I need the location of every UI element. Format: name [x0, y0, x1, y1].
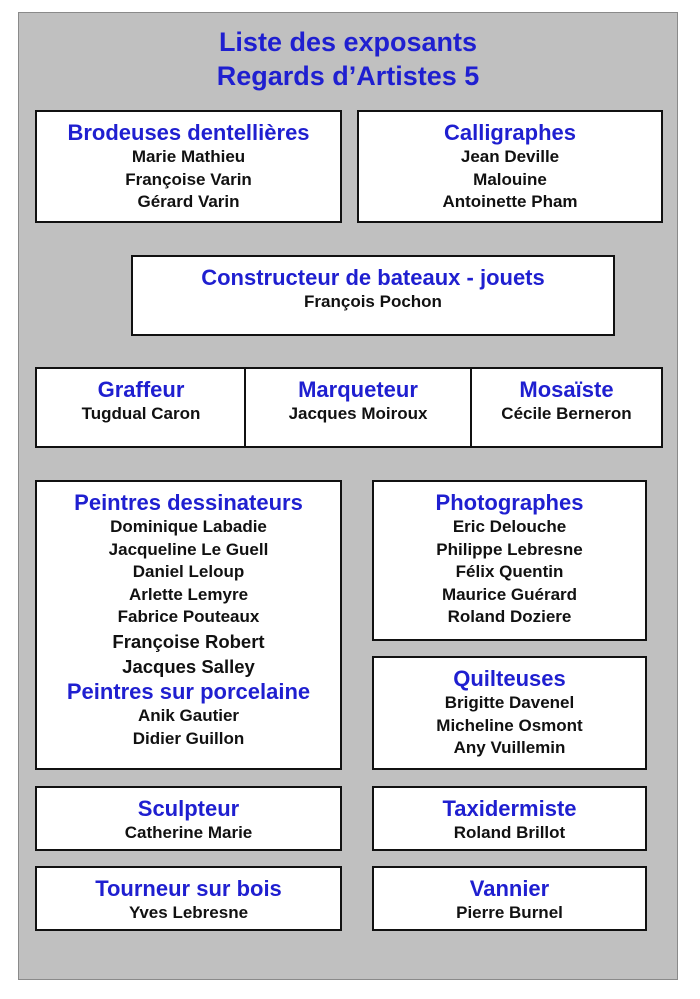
constructeur-box — [131, 255, 615, 336]
peintres-porcelaine-heading: Peintres sur porcelaine — [66, 678, 311, 704]
graffeur-marqueteur-mosaiste-box — [35, 367, 663, 448]
exhibitor-name: Félix Quentin — [455, 562, 564, 582]
exhibitor-name: Arlette Lemyre — [128, 584, 249, 604]
exhibitor-name: Roland Doziere — [447, 607, 572, 627]
quilteuses-heading: Quilteuses — [453, 666, 566, 691]
exhibitor-name: Roland Brillot — [453, 823, 566, 842]
exhibitor-name: Jean Deville — [460, 147, 560, 166]
sculpteur-heading: Sculpteur — [137, 796, 240, 821]
exhibitor-name: Marie Mathieu — [131, 147, 246, 166]
photographes-heading: Photographes — [435, 490, 584, 515]
exhibitor-name: Daniel Leloup — [132, 562, 245, 582]
vannier-heading: Vannier — [469, 876, 550, 901]
exhibitor-name: Dominique Labadie — [110, 517, 267, 536]
tourneur-heading: Tourneur sur bois — [95, 876, 282, 901]
mosaiste-cell — [472, 369, 661, 446]
exhibitor-name: Brigitte Davenel — [444, 693, 575, 712]
exhibitor-name: Any Vuillemin — [453, 738, 566, 758]
exhibitor-name: Jacques Moiroux — [288, 404, 428, 423]
brodeuses-box — [35, 110, 342, 223]
exhibitor-name: Anik Gautier — [137, 705, 240, 725]
exhibitor-name: Françoise Robert — [112, 630, 265, 652]
exhibitor-name: Maurice Guérard — [441, 584, 578, 604]
exhibitor-name: Fabrice Pouteaux — [117, 607, 260, 627]
photographes-box — [372, 480, 647, 641]
exhibitor-name: Jacques Salley — [122, 655, 255, 677]
marqueteur-cell — [246, 369, 470, 446]
calligraphes-heading: Calligraphes — [443, 120, 577, 145]
page-title: Liste des exposants — [218, 27, 478, 57]
graffeur-cell — [37, 369, 245, 446]
exhibitor-name: Cécile Berneron — [501, 404, 632, 423]
calligraphes-box — [357, 110, 663, 223]
exhibitor-name: Françoise Varin — [125, 169, 252, 189]
taxidermiste-heading: Taxidermiste — [442, 796, 577, 821]
constructeur-heading: Constructeur de bateaux - jouets — [201, 265, 545, 290]
exhibitor-name: Tugdual Caron — [81, 404, 201, 423]
exhibitor-name: Yves Lebresne — [128, 903, 249, 922]
vannier-box — [372, 866, 647, 931]
taxidermiste-box — [372, 786, 647, 851]
peintres-box — [35, 480, 342, 770]
exhibitor-name: Micheline Osmont — [436, 715, 583, 735]
exhibitor-name: Pierre Burnel — [456, 903, 563, 922]
marqueteur-heading: Marqueteur — [298, 377, 418, 402]
exhibitor-name: Gérard Varin — [137, 192, 240, 212]
exhibitor-name: Eric Delouche — [452, 517, 567, 536]
exhibitor-name: Philippe Lebresne — [436, 539, 583, 559]
mosaiste-heading: Mosaïste — [519, 377, 614, 402]
exhibitor-name: Antoinette Pham — [442, 192, 578, 212]
exhibitor-name: Didier Guillon — [132, 728, 245, 748]
brodeuses-heading: Brodeuses dentellières — [67, 120, 310, 145]
sculpteur-box — [35, 786, 342, 851]
tourneur-box — [35, 866, 342, 931]
peintres-dessinateurs-heading: Peintres dessinateurs — [74, 490, 303, 515]
quilteuses-box — [372, 656, 647, 770]
exhibitor-name: Catherine Marie — [124, 823, 253, 842]
exhibitor-name: Malouine — [473, 169, 547, 189]
graffeur-heading: Graffeur — [97, 377, 185, 402]
exhibitor-name: Jacqueline Le Guell — [108, 539, 269, 559]
exhibitor-name: François Pochon — [304, 292, 442, 311]
page-subtitle: Regards d’Artistes 5 — [216, 61, 480, 91]
